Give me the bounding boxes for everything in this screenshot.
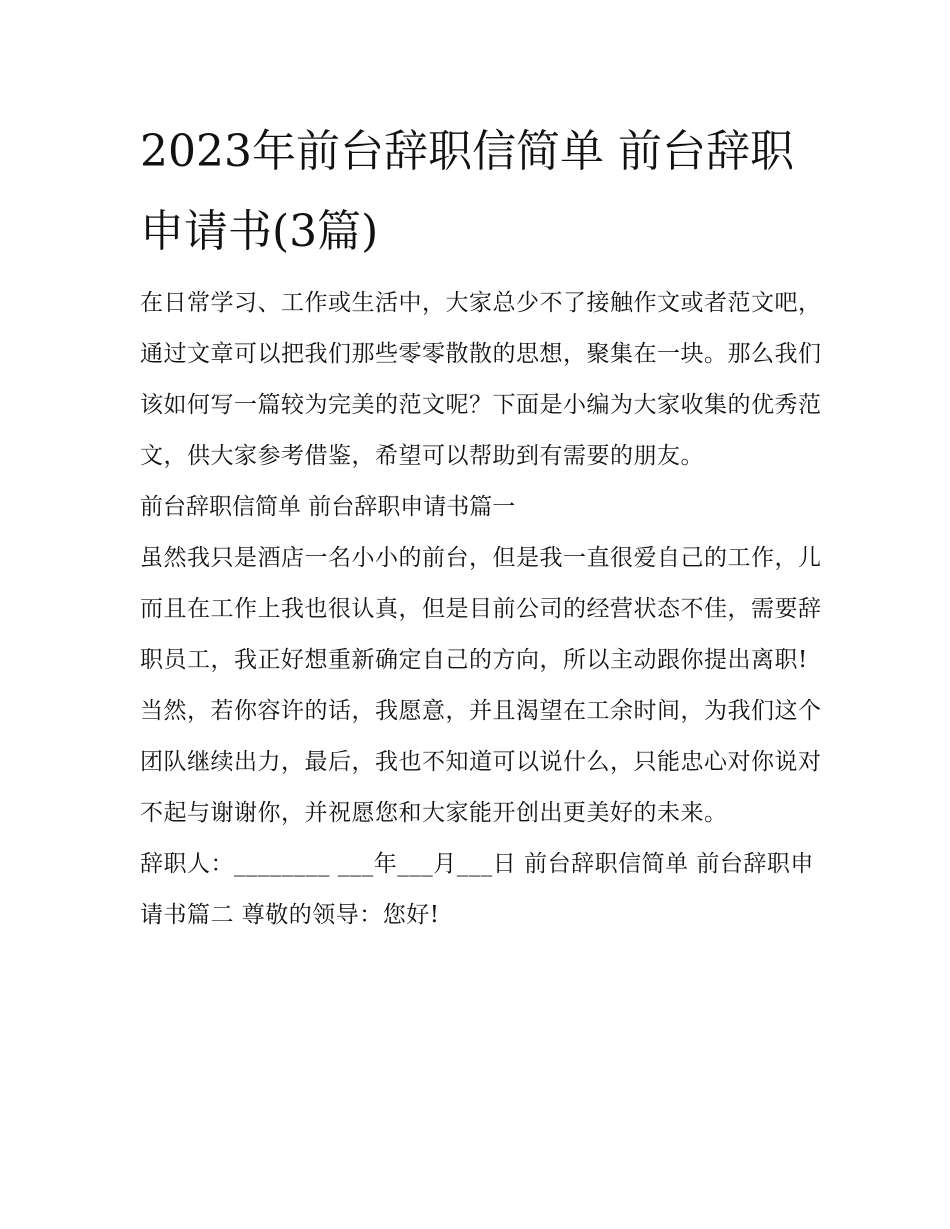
document-title-text: 2023年前台辞职信简单 前台辞职申请书(3篇) (140, 126, 794, 257)
section-heading-1: 前台辞职信简单 前台辞职申请书篇一 (140, 494, 516, 520)
body-paragraph-1: 虽然我只是酒店一名小小的前台，但是我一直很爱自己的工作，儿而且在工作上我也很认真，但是目前公司的经营状态不佳，需要辞职员工，我正好想重新确定自己的方向，所以主动跟你提出离职! (140, 545, 822, 673)
document-title (140, 112, 830, 272)
body-paragraph-3: 辞职人：________ ___年___月___日 前台辞职信简单 前台辞职申请书篇二 尊敬的领导：您好! (140, 851, 814, 928)
document-content (140, 112, 830, 941)
intro-paragraph: 在日常学习、工作或生活中，大家总少不了接触作文或者范文吧，通过文章可以把我们那些零零散散的思想，聚集在一块。那么我们该如何写一篇较为完美的范文呢？下面是小编为大家收集的优秀范文，供大家参考借鉴，希望可以帮助到有需要的朋友。 (140, 290, 822, 469)
body-paragraph-2: 当然，若你容许的话，我愿意，并且渴望在工余时间，为我们这个团队继续出力，最后，我也不知道可以说什么，只能忠心对你说对不起与谢谢你，并祝愿您和大家能开创出更美好的未来。 (140, 698, 822, 826)
